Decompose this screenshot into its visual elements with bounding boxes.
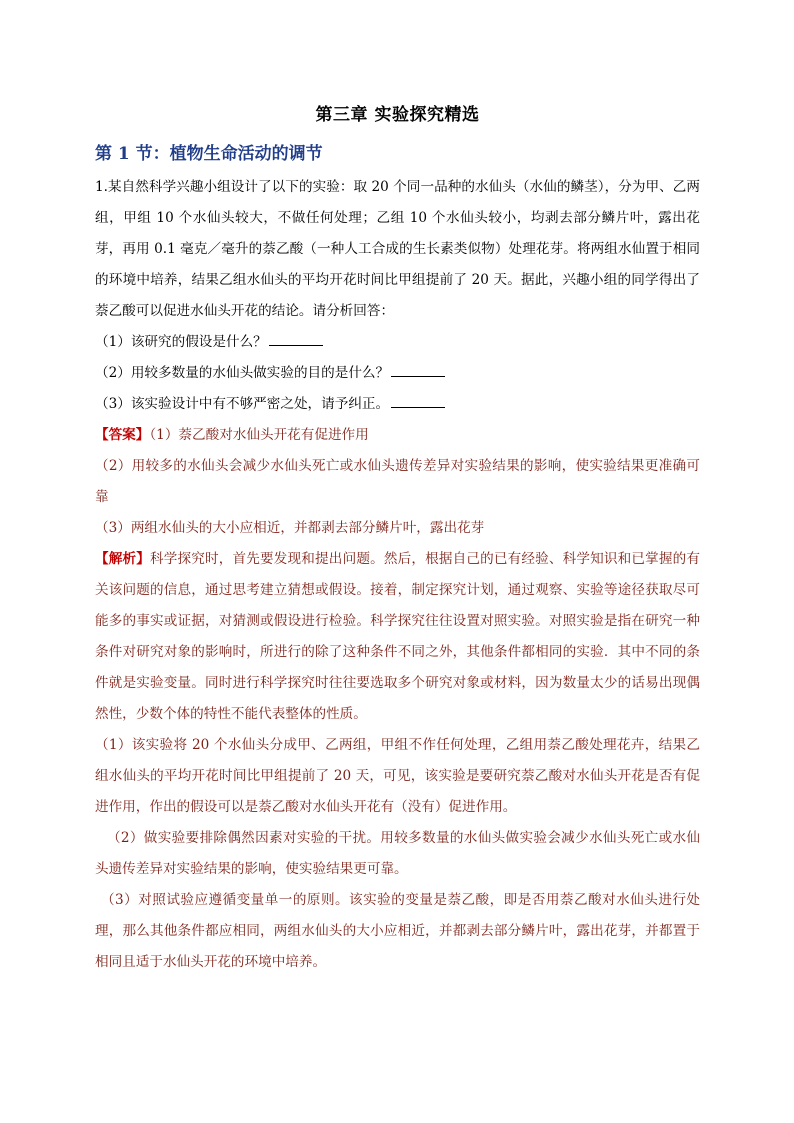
answer-3: （3）两组水仙头的大小应相近，并都剥去部分鳞片叶，露出花芽 — [95, 520, 485, 536]
analysis-block — [95, 544, 700, 978]
analysis-intro-text: 科学探究时，首先要发现和提出问题。然后，根据自己的已有经验、科学知识和已掌握的有关该问题的信息，通过思考建立猜想或假设。接着，制定探究计划，通过观察、实验等途径获取尽可能多的事实或证据，对猜测或假设进行检验。科学探究往往设置对照实验。对照实验是指在研究一种条件对研究对象的影响时，所进行的除了这种条件不同之外，其他条件都相同的实验．其中不同的条件就是实验变量。同时进行科学探究时往往要选取多个研究对象或材料，因为数量太少的话易出现偶然性，少数个体的特性不能代表整体的性质。 — [95, 551, 700, 722]
analysis-point-1: （1）该实验将 20 个水仙头分成甲、乙两组，甲组不作任何处理，乙组用萘乙酸处理花卉，结果乙组水仙头的平均开花时间比甲组提前了 20 天，可见，该实验是要研究萘乙酸对水仙头开花是否有促进作用，作出的假设可以是萘乙酸对水仙头开花有（没有）促进作用。 — [95, 737, 700, 815]
analysis-point-2: （2）做实验要排除偶然因素对实验的干扰。用较多数量的水仙头做实验会减少水仙头死亡或水仙头遗传差异对实验结果的影响，使实验结果更可靠。 — [95, 830, 700, 877]
question-stem: 1.某自然科学兴趣小组设计了以下的实验：取 20 个同一品种的水仙头（水仙的鳞茎），分为甲、乙两组，甲组 10 个水仙头较大，不做任何处理；乙组 10 个水仙头较小，均剥去部分鳞片叶，露出花芽，再用 0.1 毫克／毫升的萘乙酸（一种人工合成的生长素类似物）处理花芽。将两组水仙置于相同的环境中培养，结果乙组水仙头的平均开花时间比甲组提前了 20 天。据此，兴趣小组的同学得出了萘乙酸可以促进水仙头开花的结论。请分析回答： — [95, 179, 700, 319]
answer-1 — [95, 420, 700, 451]
sub-question-1-text: （1）该研究的假设是什么？ — [95, 334, 267, 350]
sub-question-1 — [95, 327, 700, 358]
sub-question-2-text: （2）用较多数量的水仙头做实验的目的是什么？ — [95, 365, 390, 381]
page-content — [95, 100, 700, 978]
answer-blank-2 — [391, 362, 445, 377]
question-block — [95, 172, 700, 420]
answer-1-text: （1）萘乙酸对水仙头开花有促进作用 — [149, 427, 369, 443]
answer-blank-1 — [269, 331, 323, 346]
analysis-point-3: （3）对照试验应遵循变量单一的原则。该实验的变量是萘乙酸，即是否用萘乙酸对水仙头进行处理，那么其他条件都应相同，两组水仙头的大小应相近，并都剥去部分鳞片叶，露出花芽，并都置于相同且适于水仙头开花的环境中培养。 — [95, 892, 700, 970]
answer-blank-3 — [391, 393, 445, 408]
sub-question-2 — [95, 358, 700, 389]
sub-question-3 — [95, 389, 700, 420]
chapter-title: 第三章 实验探究精选 — [315, 105, 480, 125]
section-title: 第 1 节：植物生命活动的调节 — [95, 144, 323, 164]
analysis-tag: 【解析】 — [95, 551, 151, 567]
answer-2: （2）用较多的水仙头会减少水仙头死亡或水仙头遗传差异对实验结果的影响，使实验结果更准确可靠 — [95, 458, 700, 505]
analysis-intro — [95, 544, 700, 730]
answer-block — [95, 420, 700, 544]
sub-question-3-text: （3）该实验设计中有不够严密之处，请予纠正。 — [95, 396, 390, 412]
answer-tag: 【答案】 — [95, 427, 150, 443]
